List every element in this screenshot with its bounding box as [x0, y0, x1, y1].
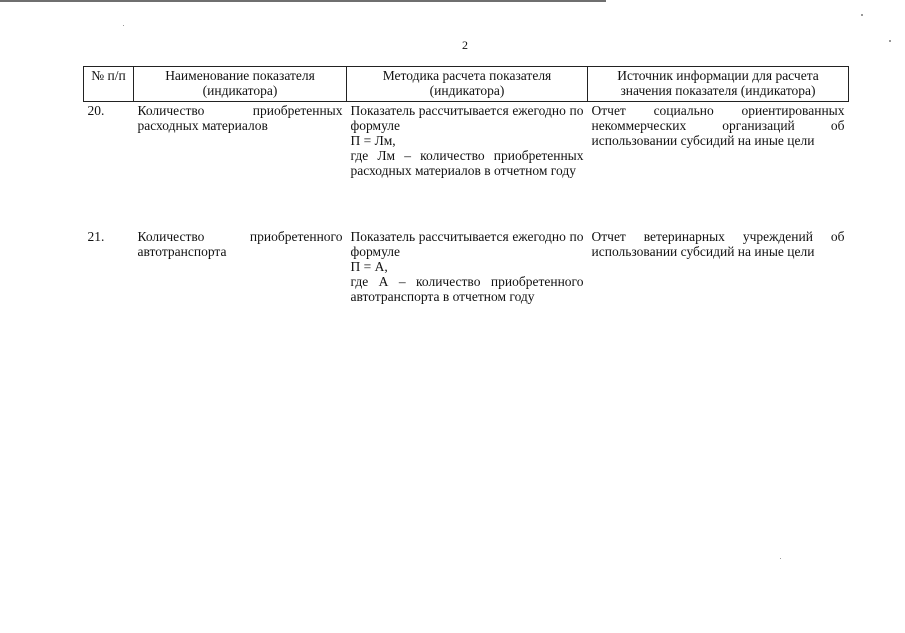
header-indicator-name: Наименование показателя (индикатора) — [134, 67, 347, 102]
scan-top-edge-line — [0, 0, 606, 2]
calculation-method — [347, 223, 588, 304]
method-intro: Показатель рассчитывается ежегодно по формуле — [350, 229, 584, 259]
information-source: Отчет ветеринарных учреждений об использовании субсидий на иные цели — [591, 229, 845, 259]
header-number: № п/п — [84, 67, 134, 102]
header-calculation-method: Методика расчета показателя (индикатора) — [347, 67, 588, 102]
scan-speck — [861, 14, 863, 16]
page-number: 2 — [462, 38, 468, 52]
table-row — [84, 102, 849, 224]
scan-speck — [123, 25, 124, 26]
method-where: где А – количество приобретенного автотранспорта в отчетном году — [350, 274, 584, 304]
table-header-row — [84, 67, 849, 102]
scan-speck — [780, 558, 781, 559]
method-intro: Показатель рассчитывается ежегодно по формуле — [350, 103, 584, 133]
table-row — [84, 223, 849, 304]
scan-speck — [889, 40, 891, 42]
formula: П = Лм, — [350, 133, 396, 148]
indicators-table — [83, 66, 849, 304]
information-source: Отчет социально ориентированных некоммерческих организаций об использовании субсидий на иные цели — [591, 103, 845, 148]
header-information-source: Источник информации для расчета значения показателя (индикатора) — [588, 67, 849, 102]
row-number: 21. — [87, 229, 105, 244]
calculation-method — [347, 102, 588, 224]
indicator-name: Количество приобретенных расходных материалов — [137, 103, 343, 133]
indicator-name: Количество приобретенного автотранспорта — [137, 229, 343, 259]
method-where: где Лм – количество приобретенных расходных материалов в отчетном году — [350, 148, 584, 178]
row-number: 20. — [87, 103, 105, 118]
formula: П = А, — [350, 259, 388, 274]
